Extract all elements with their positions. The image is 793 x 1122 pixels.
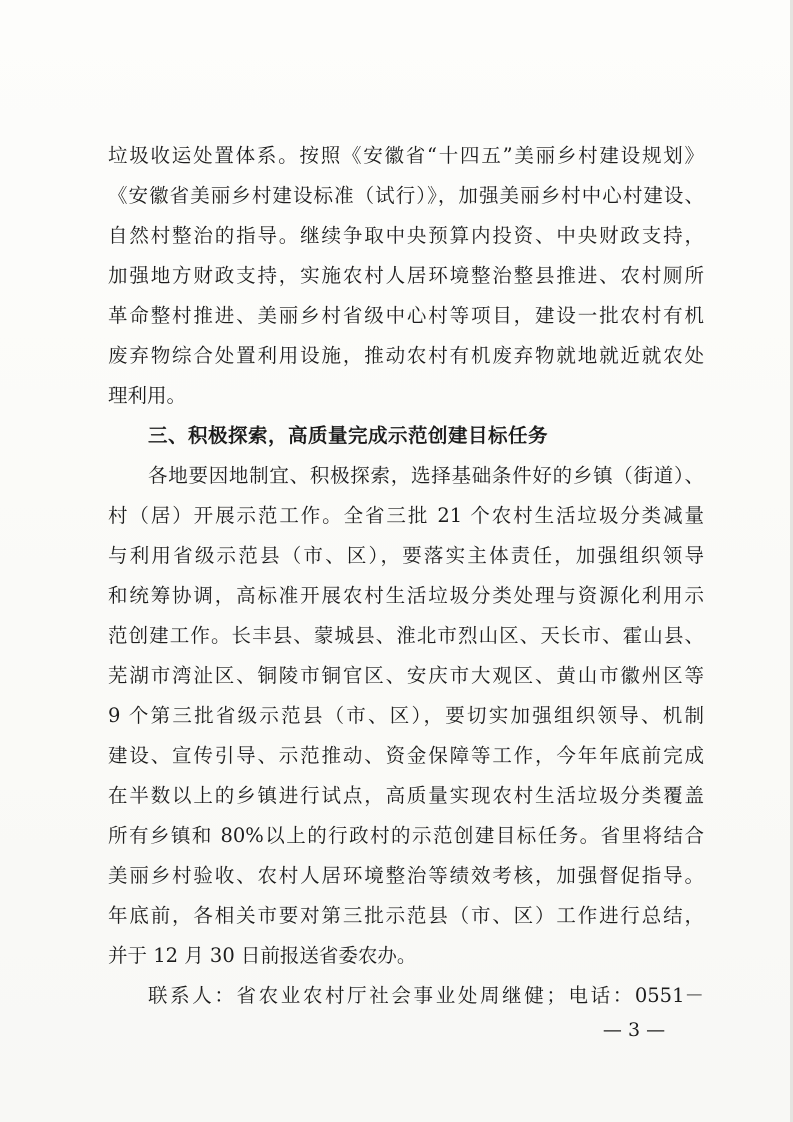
paragraph-line-18: 美丽乡村验收、农村人居环境整治等绩效考核，加强督促指导。 (108, 864, 704, 887)
page-number: — 3 — (602, 1019, 666, 1041)
contact-line: 联系人：省农业农村厅社会事业处周继健；电话：0551－ (148, 984, 704, 1007)
paragraph-line-9: 村（居）开展示范工作。全省三批 21 个农村生活垃圾分类减量 (108, 504, 704, 527)
paragraph-line-19: 年底前，各相关市要对第三批示范县（市、区）工作进行总结， (108, 904, 704, 927)
section-heading: 三、积极探索，高质量完成示范创建目标任务 (148, 424, 549, 447)
paragraph-line-2: 《安徽省美丽乡村建设标准（试行）》，加强美丽乡村中心村建设、 (108, 184, 704, 207)
paragraph-line-17: 所有乡镇和 80%以上的行政村的示范创建目标任务。省里将结合 (108, 824, 704, 847)
paragraph-line-20: 并于 12 月 30 日前报送省委农办。 (108, 944, 417, 967)
paragraph-line-8: 各地要因地制宜、积极探索，选择基础条件好的乡镇（街道）、 (148, 464, 704, 487)
paragraph-line-4: 加强地方财政支持，实施农村人居环境整治整县推进、农村厕所 (108, 264, 704, 287)
paragraph-line-3: 自然村整治的指导。继续争取中央预算内投资、中央财政支持， (108, 224, 704, 247)
paragraph-line-11: 和统筹协调，高标准开展农村生活垃圾分类处理与资源化利用示 (108, 584, 704, 607)
paragraph-line-6: 废弃物综合处置利用设施，推动农村有机废弃物就地就近就农处 (108, 344, 704, 367)
paragraph-line-10: 与利用省级示范县（市、区），要落实主体责任，加强组织领导 (108, 544, 704, 567)
paragraph-line-1: 垃圾收运处置体系。按照《安徽省“十四五”美丽乡村建设规划》 (108, 144, 704, 167)
paragraph-line-14: 9 个第三批省级示范县（市、区），要切实加强组织领导、机制 (108, 704, 704, 727)
paragraph-line-12: 范创建工作。长丰县、蒙城县、淮北市烈山区、天长市、霍山县、 (108, 624, 704, 647)
paragraph-line-15: 建设、宣传引导、示范推动、资金保障等工作，今年年底前完成 (108, 744, 704, 767)
paragraph-line-5: 革命整村推进、美丽乡村省级中心村等项目，建设一批农村有机 (108, 304, 704, 327)
paragraph-line-13: 芜湖市湾沚区、铜陵市铜官区、安庆市大观区、黄山市徽州区等 (108, 664, 704, 687)
paragraph-line-16: 在半数以上的乡镇进行试点，高质量实现农村生活垃圾分类覆盖 (108, 784, 704, 807)
paragraph-line-7: 理利用。 (108, 384, 187, 407)
